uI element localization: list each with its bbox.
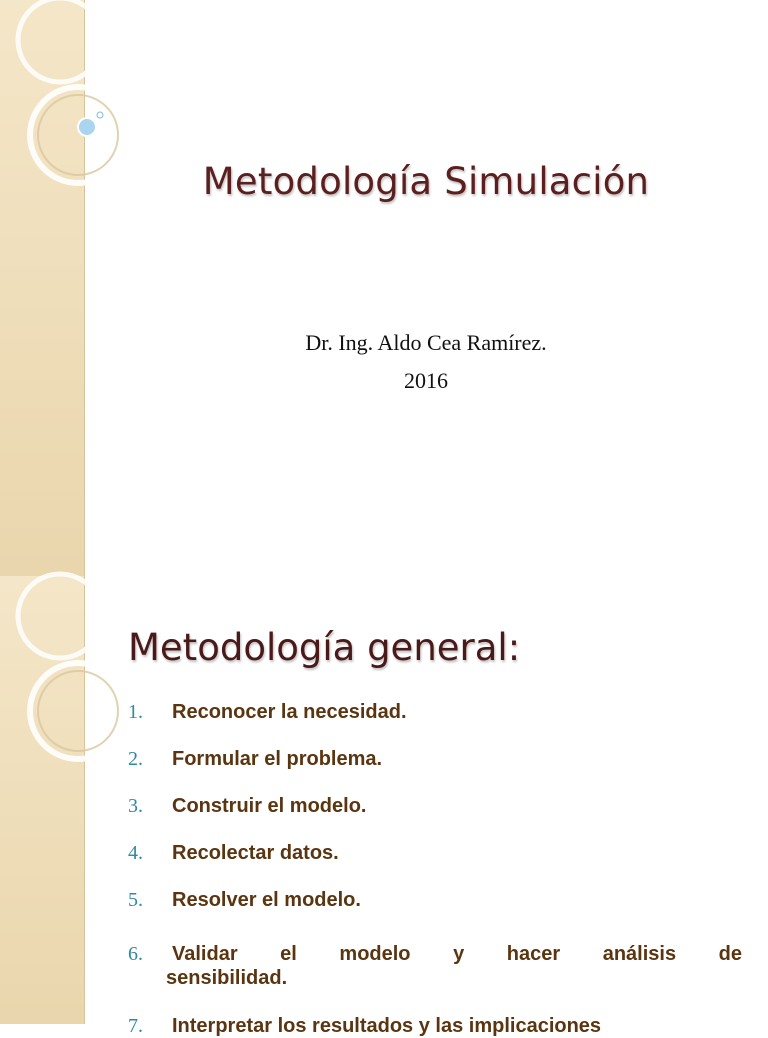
step-text: Resolver el modelo. [172, 889, 361, 911]
list-item [128, 888, 742, 912]
step-number: 3. [128, 795, 143, 817]
step-text: Interpretar los resultados y las implicaciones [172, 1015, 602, 1037]
decorative-circles-icon [0, 576, 120, 816]
list-item [128, 794, 742, 818]
slide-title: Metodología Simulación [202, 160, 650, 203]
author-name: Dr. Ing. Aldo Cea Ramírez. [305, 330, 547, 355]
list-item [128, 1014, 742, 1038]
step-text-continuation: sensibilidad. [166, 967, 288, 989]
step-number: 4. [128, 842, 143, 864]
list-item [128, 942, 742, 990]
decorative-circles-icon [0, 0, 120, 240]
step-number: 2. [128, 748, 143, 770]
section-heading: Metodología general: [128, 626, 521, 669]
step-text: Reconocer la necesidad. [172, 701, 407, 723]
list-item [128, 747, 742, 771]
step-text: Formular el problema. [172, 748, 383, 770]
step-number: 1. [128, 701, 143, 723]
methodology-slide [0, 576, 768, 1037]
list-item [128, 841, 742, 865]
step-text: Validar el modelo y hacer análisis de [172, 943, 742, 965]
step-number: 5. [128, 889, 143, 911]
step-text: Recolectar datos. [172, 842, 339, 864]
step-number: 7. [128, 1015, 143, 1037]
list-item [128, 700, 742, 724]
step-text: Construir el modelo. [172, 795, 367, 817]
presentation-year: 2016 [404, 368, 448, 393]
step-number: 6. [128, 943, 143, 965]
